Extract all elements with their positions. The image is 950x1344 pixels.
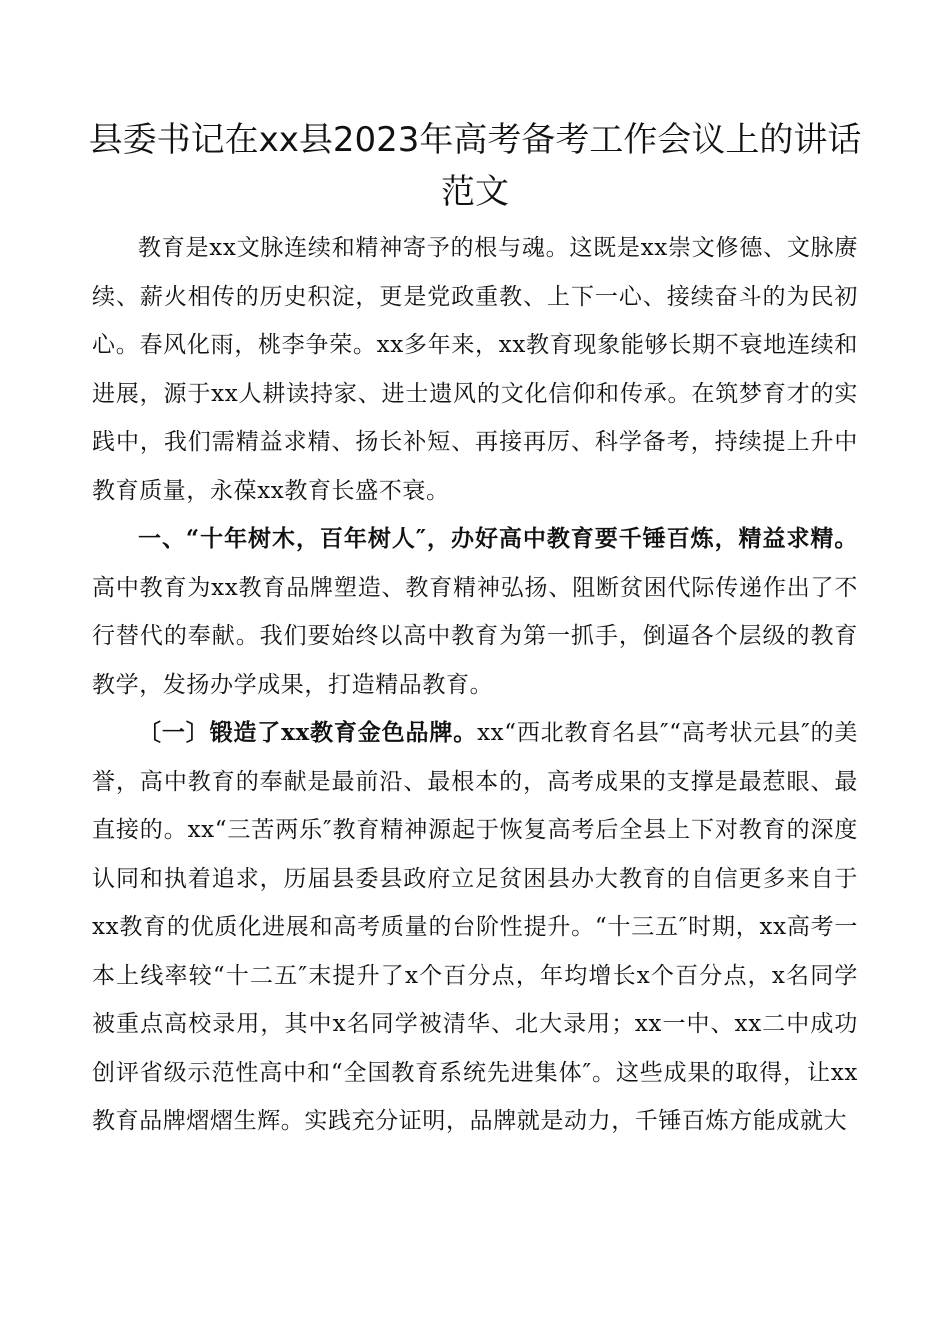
subsection-heading: 〔一〕锻造了xx教育金色品牌。 <box>138 719 478 746</box>
document-body <box>92 224 858 1146</box>
paragraph-text: xx“西北教育名县″“高考状元县″的美誉，高中教育的奉献是最前沿、最根本的，高考成果的支撑是最惹眼、最直接的。xx“三苦两乐″教育精神源起于恢复高考后全县上下对教育的深度认同和执着追求，历届县委县政府立足贫困县办大教育的自信更多来自于xx教育的优质化进展和高考质量的台阶性提升。“十三五″时期，xx高考一本上线率较“十二五″末提升了x个百分点，年均增长x个百分点，x名同学被重点高校录用，其中x名同学被清华、北大录用；xx一中、xx二中成功创评省级示范性高中和“全国教育系统先进集体″。这些成果的取得，让xx教育品牌熠熠生辉。实践充分证明，品牌就是动力，千锤百炼方能成就大 <box>92 720 858 1134</box>
paragraph-text: 高中教育为xx教育品牌塑造、教育精神弘扬、阻断贫困代际传递作出了不行替代的奉献。我们要始终以高中教育为第一抓手，倒逼各个层级的教育教学，发扬办学成果，打造精品教育。 <box>92 574 858 698</box>
paragraph-text: 教育是xx文脉连续和精神寄予的根与魂。这既是xx崇文修德、文脉赓续、薪火相传的历史积淀，更是党政重教、上下一心、接续奋斗的为民初心。春风化雨，桃李争荣。xx多年来，xx教育现象能够长期不衰地连续和进展，源于xx人耕读持家、进士遗风的文化信仰和传承。在筑梦育才的实践中，我们需精益求精、扬长补短、再接再厉、科学备考，持续提上升中教育质量，永葆xx教育长盛不衰。 <box>92 235 858 504</box>
document-title: 县委书记在xx县2023年高考备考工作会议上的讲话范文 <box>88 120 862 212</box>
section-heading: 一、“十年树木，百年树人″，办好高中教育要千锤百炼，精益求精。 <box>138 525 858 552</box>
paragraph-subsection-one <box>92 709 858 1146</box>
paragraph-section-one <box>92 515 858 709</box>
paragraph-intro <box>92 224 858 515</box>
